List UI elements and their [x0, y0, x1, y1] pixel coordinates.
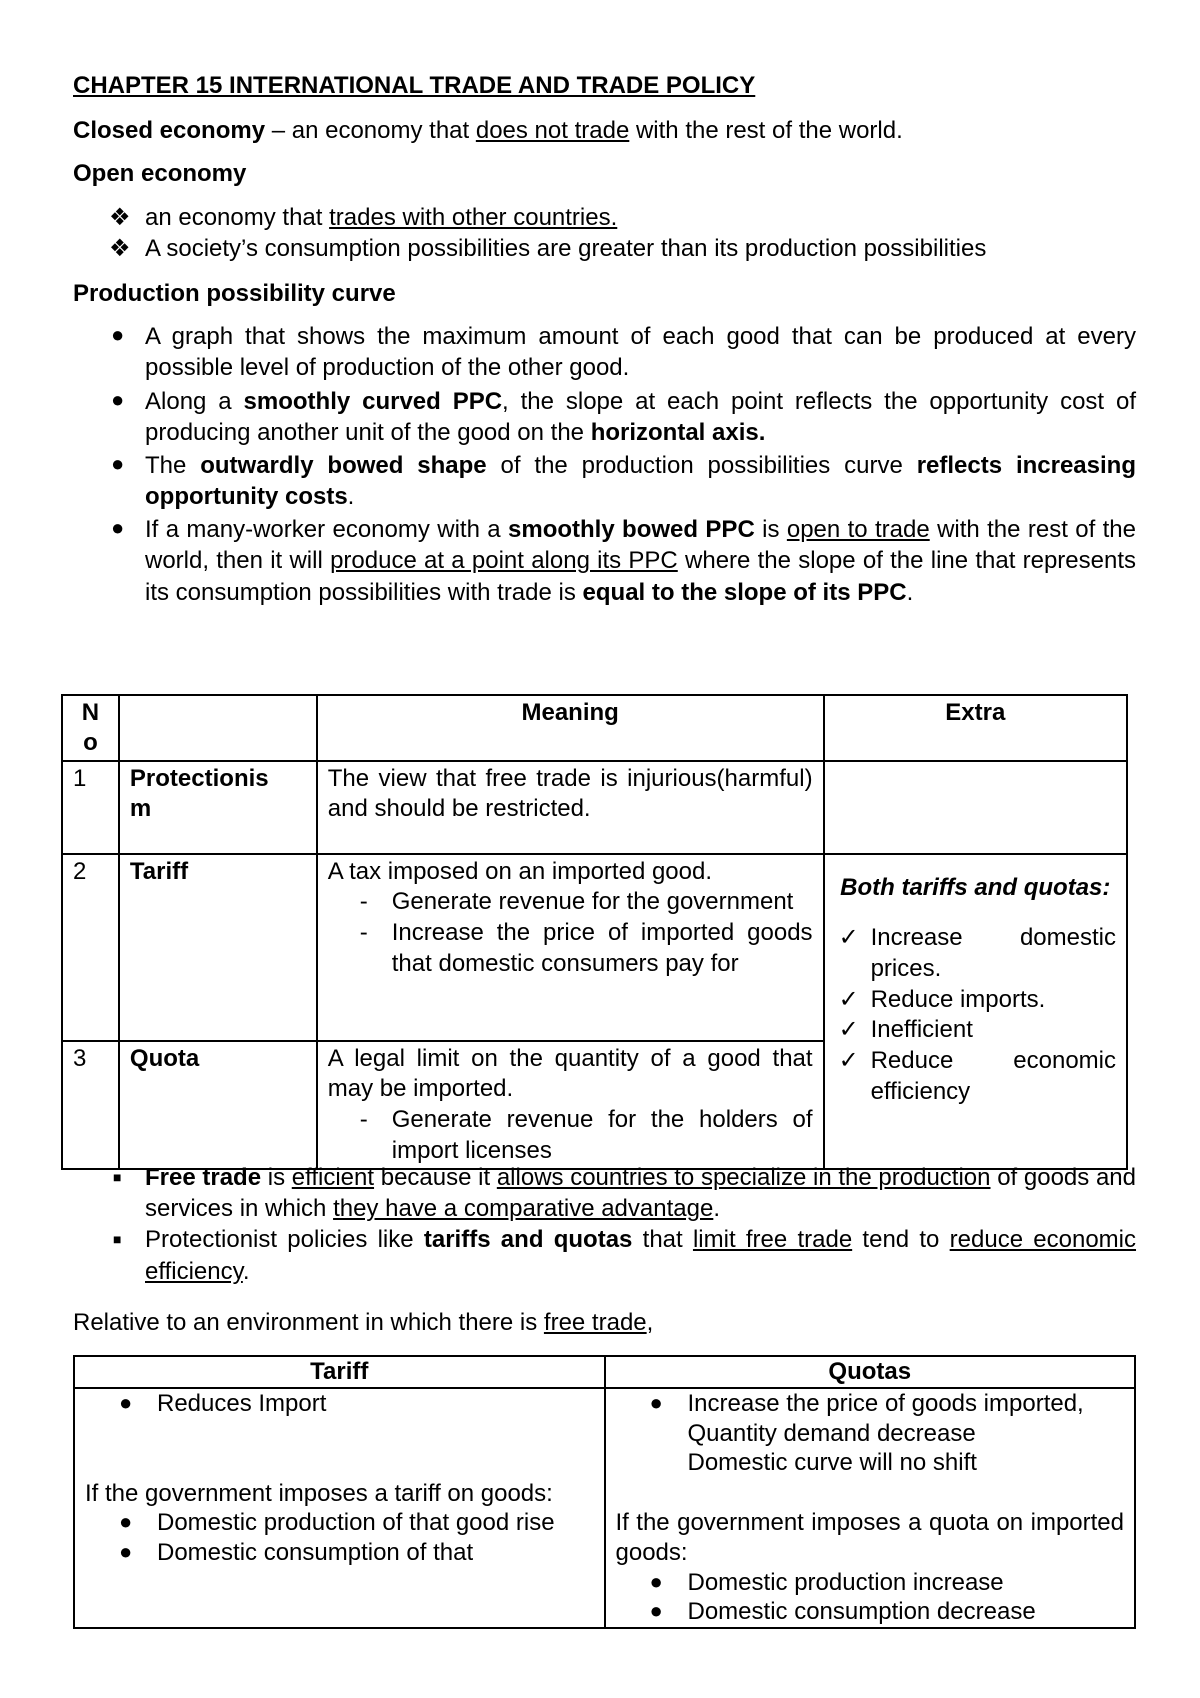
list-item: [85, 1538, 594, 1568]
closed-economy-term: Closed economy: [73, 117, 266, 145]
list-item: [835, 923, 1116, 984]
ppc-b2-bold: smoothly curved PPC: [243, 387, 503, 415]
list-item: [73, 386, 1136, 448]
row-meaning: [317, 854, 824, 1041]
row-sub-list: [328, 1105, 813, 1166]
dot-bullet-icon: ●: [649, 1598, 663, 1624]
dot-bullet-icon: ●: [111, 450, 125, 476]
ppc-b4-mid3: where the slope of the line that represents its consumption possibilities with trade is: [145, 547, 1137, 606]
dot-bullet-icon: ●: [111, 322, 125, 348]
quotas-list-1: [616, 1389, 1125, 1478]
list-item: [73, 514, 1136, 608]
s2-underlined1: limit free trade: [692, 1226, 853, 1254]
header-tariff: Tariff: [74, 1356, 605, 1388]
quotas-cell: [605, 1388, 1136, 1628]
dot-bullet-icon: ●: [649, 1568, 663, 1594]
s2-a: Protectionist policies like: [145, 1226, 424, 1254]
ppc-b3-mid: of the production possibilities curve: [486, 451, 917, 479]
s1-c: of goods and services in which: [145, 1164, 1137, 1223]
row-term: Tariff: [119, 854, 317, 1041]
table-row: [62, 854, 1127, 1041]
table-row: [74, 1388, 1135, 1628]
ppc-b3-end: .: [347, 483, 355, 511]
square-bullet-icon: ■: [113, 1169, 122, 1185]
list-item: [73, 321, 1136, 383]
ppc-b4-underlined2: produce at a point along its PPC: [330, 547, 678, 575]
relative-a: Relative to an environment in which there is: [73, 1308, 544, 1336]
extra-heading: Both tariffs and quotas:: [840, 873, 1111, 901]
tariff-cell: [74, 1388, 605, 1628]
ppc-b3-pre: The: [145, 451, 201, 479]
header-extra: Extra: [824, 695, 1127, 761]
ppc-b4-underlined1: open to trade: [786, 516, 930, 544]
open-b2-text: A society’s consumption possibilities are greater than its production possibilities: [145, 234, 987, 262]
list-item: [835, 1046, 1116, 1107]
row-term: Quota: [119, 1041, 317, 1170]
extra-cell: [824, 854, 1127, 1170]
s2-d: .: [242, 1257, 250, 1285]
diamond-bullet-icon: ❖: [109, 234, 131, 262]
document-page: [73, 70, 1136, 622]
quotas-b1-text: Increase the price of goods imported, Quantity demand decrease Domestic curve will no shift: [687, 1389, 1084, 1477]
dot-bullet-icon: ●: [119, 1509, 133, 1535]
spacer: [616, 1478, 1125, 1508]
s1-b: because it: [374, 1164, 497, 1191]
header-meaning: Meaning: [317, 695, 824, 761]
s1-bold: Free trade: [145, 1164, 262, 1191]
row-no: 2: [62, 854, 119, 1041]
list-item: [835, 1015, 1116, 1046]
dot-bullet-icon: ●: [649, 1389, 663, 1415]
tariff-b1-text: Reduces Import: [157, 1389, 327, 1417]
after-table-section: [73, 1162, 1136, 1350]
list-item: [85, 1389, 594, 1419]
ppc-b4-bold2: equal to the slope of its PPC: [582, 578, 907, 606]
ppc-b4-pre: If a many-worker economy with a: [145, 516, 509, 544]
closed-dash-text: – an economy that: [265, 117, 476, 145]
s2-c: tend to: [852, 1226, 950, 1254]
dash-bullet-icon: -: [359, 888, 368, 916]
closed-rest-text: with the rest of the world.: [629, 117, 903, 145]
tariff-item-text: Domestic consumption of that: [157, 1539, 474, 1566]
check-icon: ✓: [838, 1047, 859, 1075]
row-no: 1: [62, 761, 119, 854]
list-item: [73, 450, 1136, 512]
spacer: [85, 1419, 594, 1479]
ppc-b4-bold: smoothly bowed PPC: [508, 516, 755, 544]
list-item: [328, 1105, 813, 1166]
ppc-heading: Production possibility curve: [73, 279, 396, 307]
list-item: [85, 1508, 594, 1538]
row-meaning: [317, 1041, 824, 1170]
header-no: N o: [62, 695, 119, 761]
header-term: [119, 695, 317, 761]
check-item-text: Increase domestic prices.: [870, 924, 1116, 982]
dot-bullet-icon: ●: [119, 1539, 133, 1564]
ppc-b2-mid: , the slope at each point reflects the opportunity cost of producing another unit of the good on the: [145, 387, 1136, 446]
tariff-paragraph: If the government imposes a tariff on goods:: [85, 1479, 553, 1507]
open-economy-list: [73, 202, 1136, 264]
quotas-item-text: Domestic consumption decrease: [687, 1598, 1036, 1626]
list-item: [328, 887, 813, 918]
row-extra-empty: [824, 761, 1127, 854]
check-icon: ✓: [838, 924, 859, 952]
list-item: [328, 918, 813, 979]
s1-underlined2: allows countries to specialize in the production: [496, 1164, 991, 1191]
diamond-bullet-icon: ❖: [109, 203, 131, 231]
ppc-b3-bold: outwardly bowed shape: [200, 451, 487, 479]
dot-bullet-icon: ●: [111, 515, 125, 541]
open-economy-heading: Open economy: [73, 160, 247, 188]
check-icon: ✓: [838, 1016, 859, 1044]
check-item-text: Reduce imports.: [870, 985, 1046, 1013]
trade-policy-table: [61, 694, 1128, 1170]
list-item: [616, 1597, 1125, 1627]
ppc-b2-pre: Along a: [145, 387, 244, 415]
sub-item-text: Generate revenue for the holders of import licenses: [391, 1105, 813, 1164]
chapter-title: CHAPTER 15 INTERNATIONAL TRADE AND TRADE POLICY: [73, 72, 756, 99]
list-item: [835, 985, 1116, 1016]
row-term: Protectionis m: [119, 761, 317, 854]
extra-check-list: [835, 923, 1116, 1107]
check-icon: ✓: [838, 985, 859, 1013]
tariff-quota-table: [73, 1355, 1136, 1629]
list-item: [73, 233, 1136, 264]
dot-bullet-icon: ●: [119, 1389, 133, 1415]
row-meaning: The view that free trade is injurious(harmful) and should be restricted.: [317, 761, 824, 854]
table-header-row: [74, 1356, 1135, 1388]
tariff-list-1: [85, 1389, 594, 1419]
quotas-item-text: Domestic production increase: [687, 1568, 1004, 1596]
dash-bullet-icon: -: [359, 918, 368, 946]
s2-underlined2: reduce economic efficiency: [145, 1226, 1137, 1285]
sub-item-text: Generate revenue for the government: [391, 888, 794, 916]
s1-underlined1: efficient: [291, 1164, 375, 1191]
dash-bullet-icon: -: [359, 1105, 368, 1133]
sub-item-text: Increase the price of imported goods that domestic consumers pay for: [391, 918, 813, 977]
ppc-b4-mid1: is: [754, 516, 787, 544]
relative-underlined: free trade: [543, 1308, 647, 1336]
row-meaning-text: A tax imposed on an imported good.: [327, 857, 713, 885]
table-header-row: [62, 695, 1127, 761]
ppc-b1-text: A graph that shows the maximum amount of each good that can be produced at every possible level of production of the other good.: [145, 323, 1136, 382]
list-item: [616, 1568, 1125, 1598]
ppc-b3-bold2: reflects increasing opportunity costs: [145, 451, 1136, 511]
s2-bold: tariffs and quotas: [423, 1226, 633, 1254]
ppc-b2-bold2: horizontal axis.: [590, 418, 766, 446]
efficiency-list: [73, 1162, 1136, 1287]
dot-bullet-icon: ●: [111, 386, 125, 412]
closed-underlined: does not trade: [475, 117, 630, 145]
s1-d: .: [713, 1195, 720, 1223]
square-bullet-icon: ■: [113, 1231, 122, 1248]
open-b1-underlined: trades with other countries.: [329, 203, 618, 231]
s2-b: that: [632, 1226, 693, 1254]
quotas-paragraph: If the government imposes a quota on imported goods:: [615, 1509, 1124, 1566]
list-item: [616, 1389, 1125, 1478]
s1-a: is: [261, 1164, 292, 1191]
ppc-list: [73, 321, 1136, 608]
s1-underlined3: they have a comparative advantage: [333, 1195, 714, 1223]
row-sub-list: [328, 887, 813, 979]
list-item: [73, 1224, 1136, 1286]
tariff-item-text: Domestic production of that good rise: [157, 1509, 555, 1537]
quotas-list-2: [616, 1568, 1125, 1628]
check-item-text: Inefficient: [870, 1016, 973, 1044]
relative-b: ,: [646, 1308, 654, 1336]
tariff-list-2: [85, 1508, 594, 1568]
ppc-b4-end: .: [906, 578, 914, 606]
check-item-text: Reduce economic efficiency: [870, 1047, 1116, 1105]
list-item: [73, 1162, 1136, 1224]
open-b1-text: an economy that: [145, 203, 330, 231]
closed-economy-definition: [73, 115, 1136, 146]
header-quotas: Quotas: [605, 1356, 1136, 1388]
relative-sentence: [73, 1307, 1136, 1338]
table-row: [62, 761, 1127, 854]
ppc-b4-mid2: with the rest of the world, then it will: [145, 516, 1136, 575]
row-no: 3: [62, 1041, 119, 1170]
list-item: [73, 202, 1136, 233]
row-meaning-text: A legal limit on the quantity of a good that may be imported.: [327, 1044, 813, 1103]
